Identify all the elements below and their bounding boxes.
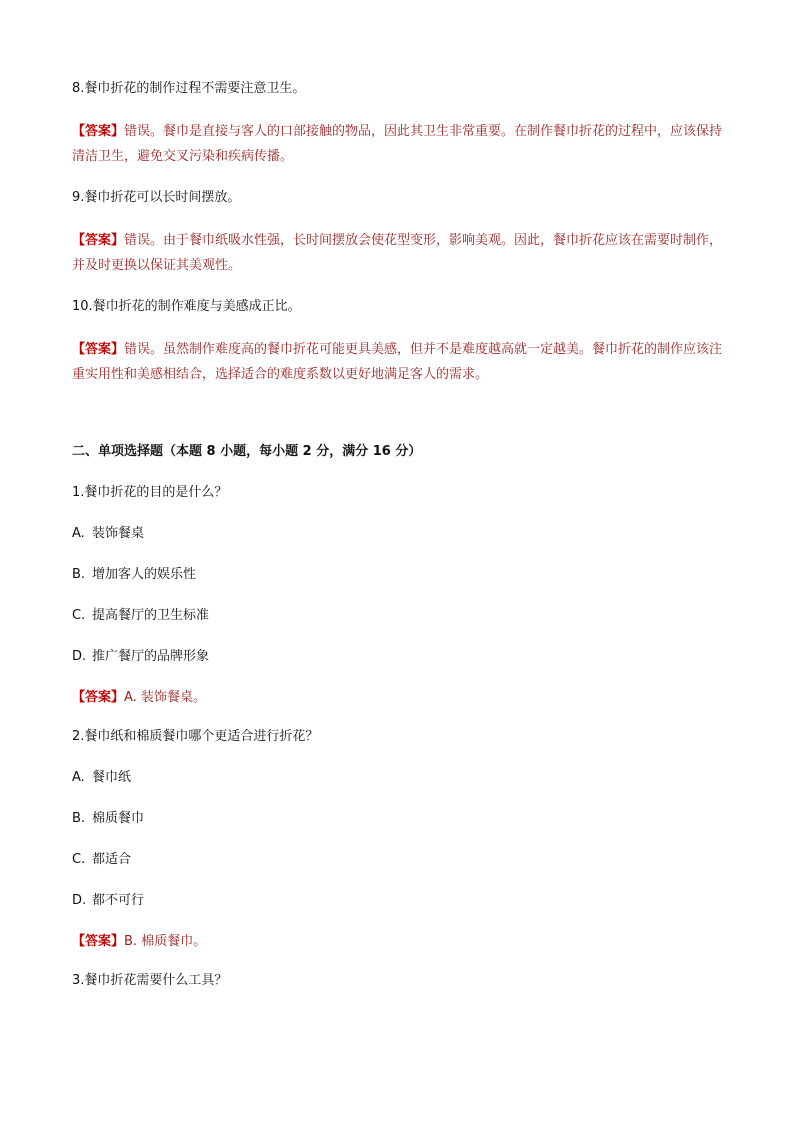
answer-tag: 【答案】 (72, 342, 125, 357)
answer-10 (72, 337, 732, 387)
option-b (72, 808, 732, 829)
answer-text: B. 棉质餐巾。 (124, 934, 207, 949)
mc-question-1: 1.餐巾折花的目的是什么？ (72, 485, 228, 500)
option-d (72, 646, 732, 667)
answer-text: 错误。虽然制作难度高的餐巾折花可能更具美感，但并不是难度越高就一定越美。餐巾折花的制作应该注重实用性和美感相结合，选择适合的难度系数以更好地满足客人的需求。 (72, 342, 723, 382)
mc-answer-1 (72, 687, 732, 708)
option-text: 推广餐厅的品牌形象 (92, 649, 210, 664)
question-10: 10.餐巾折花的制作难度与美感成正比。 (72, 299, 301, 314)
answer-text: 错误。餐巾是直接与客人的口部接触的物品，因此其卫生非常重要。在制作餐巾折花的过程中，应该保持清洁卫生，避免交叉污染和疾病传播。 (72, 124, 723, 164)
option-letter: D. (72, 649, 87, 664)
answer-text: A. 装饰餐桌。 (124, 690, 206, 705)
answer-8 (72, 119, 732, 169)
option-text: 都适合 (92, 852, 132, 867)
answer-9 (72, 228, 732, 278)
option-text: 提高餐厅的卫生标准 (92, 608, 210, 623)
option-letter: A. (72, 770, 85, 785)
option-c (72, 849, 732, 870)
option-a (72, 767, 732, 788)
option-a (72, 523, 732, 544)
answer-tag: 【答案】 (72, 690, 125, 705)
answer-text: 错误。由于餐巾纸吸水性强，长时间摆放会使花型变形，影响美观。因此，餐巾折花应该在需要时制作，并及时更换以保证其美观性。 (72, 233, 723, 273)
option-d (72, 890, 732, 911)
answer-tag: 【答案】 (72, 233, 125, 248)
option-letter: B. (72, 567, 86, 582)
option-text: 餐巾纸 (92, 770, 132, 785)
mc-question-2: 2.餐巾纸和棉质餐巾哪个更适合进行折花？ (72, 729, 319, 744)
section-title: 二、单项选择题（本题 8 小题，每小题 2 分，满分 16 分） (72, 444, 422, 459)
mc-question-3: 3.餐巾折花需要什么工具？ (72, 973, 228, 988)
mc-answer-2 (72, 931, 732, 952)
option-letter: A. (72, 526, 85, 541)
option-text: 增加客人的娱乐性 (92, 567, 197, 582)
option-c (72, 605, 732, 626)
option-letter: C. (72, 608, 86, 623)
option-letter: D. (72, 893, 87, 908)
question-8: 8.餐巾折花的制作过程不需要注意卫生。 (72, 81, 306, 96)
answer-tag: 【答案】 (72, 124, 125, 139)
document-page (72, 78, 732, 1011)
option-b (72, 564, 732, 585)
question-9: 9.餐巾折花可以长时间摆放。 (72, 190, 241, 205)
option-letter: C. (72, 852, 86, 867)
option-text: 都不可行 (92, 893, 145, 908)
option-text: 装饰餐桌 (92, 526, 145, 541)
answer-tag: 【答案】 (72, 934, 125, 949)
option-text: 棉质餐巾 (92, 811, 145, 826)
option-letter: B. (72, 811, 86, 826)
